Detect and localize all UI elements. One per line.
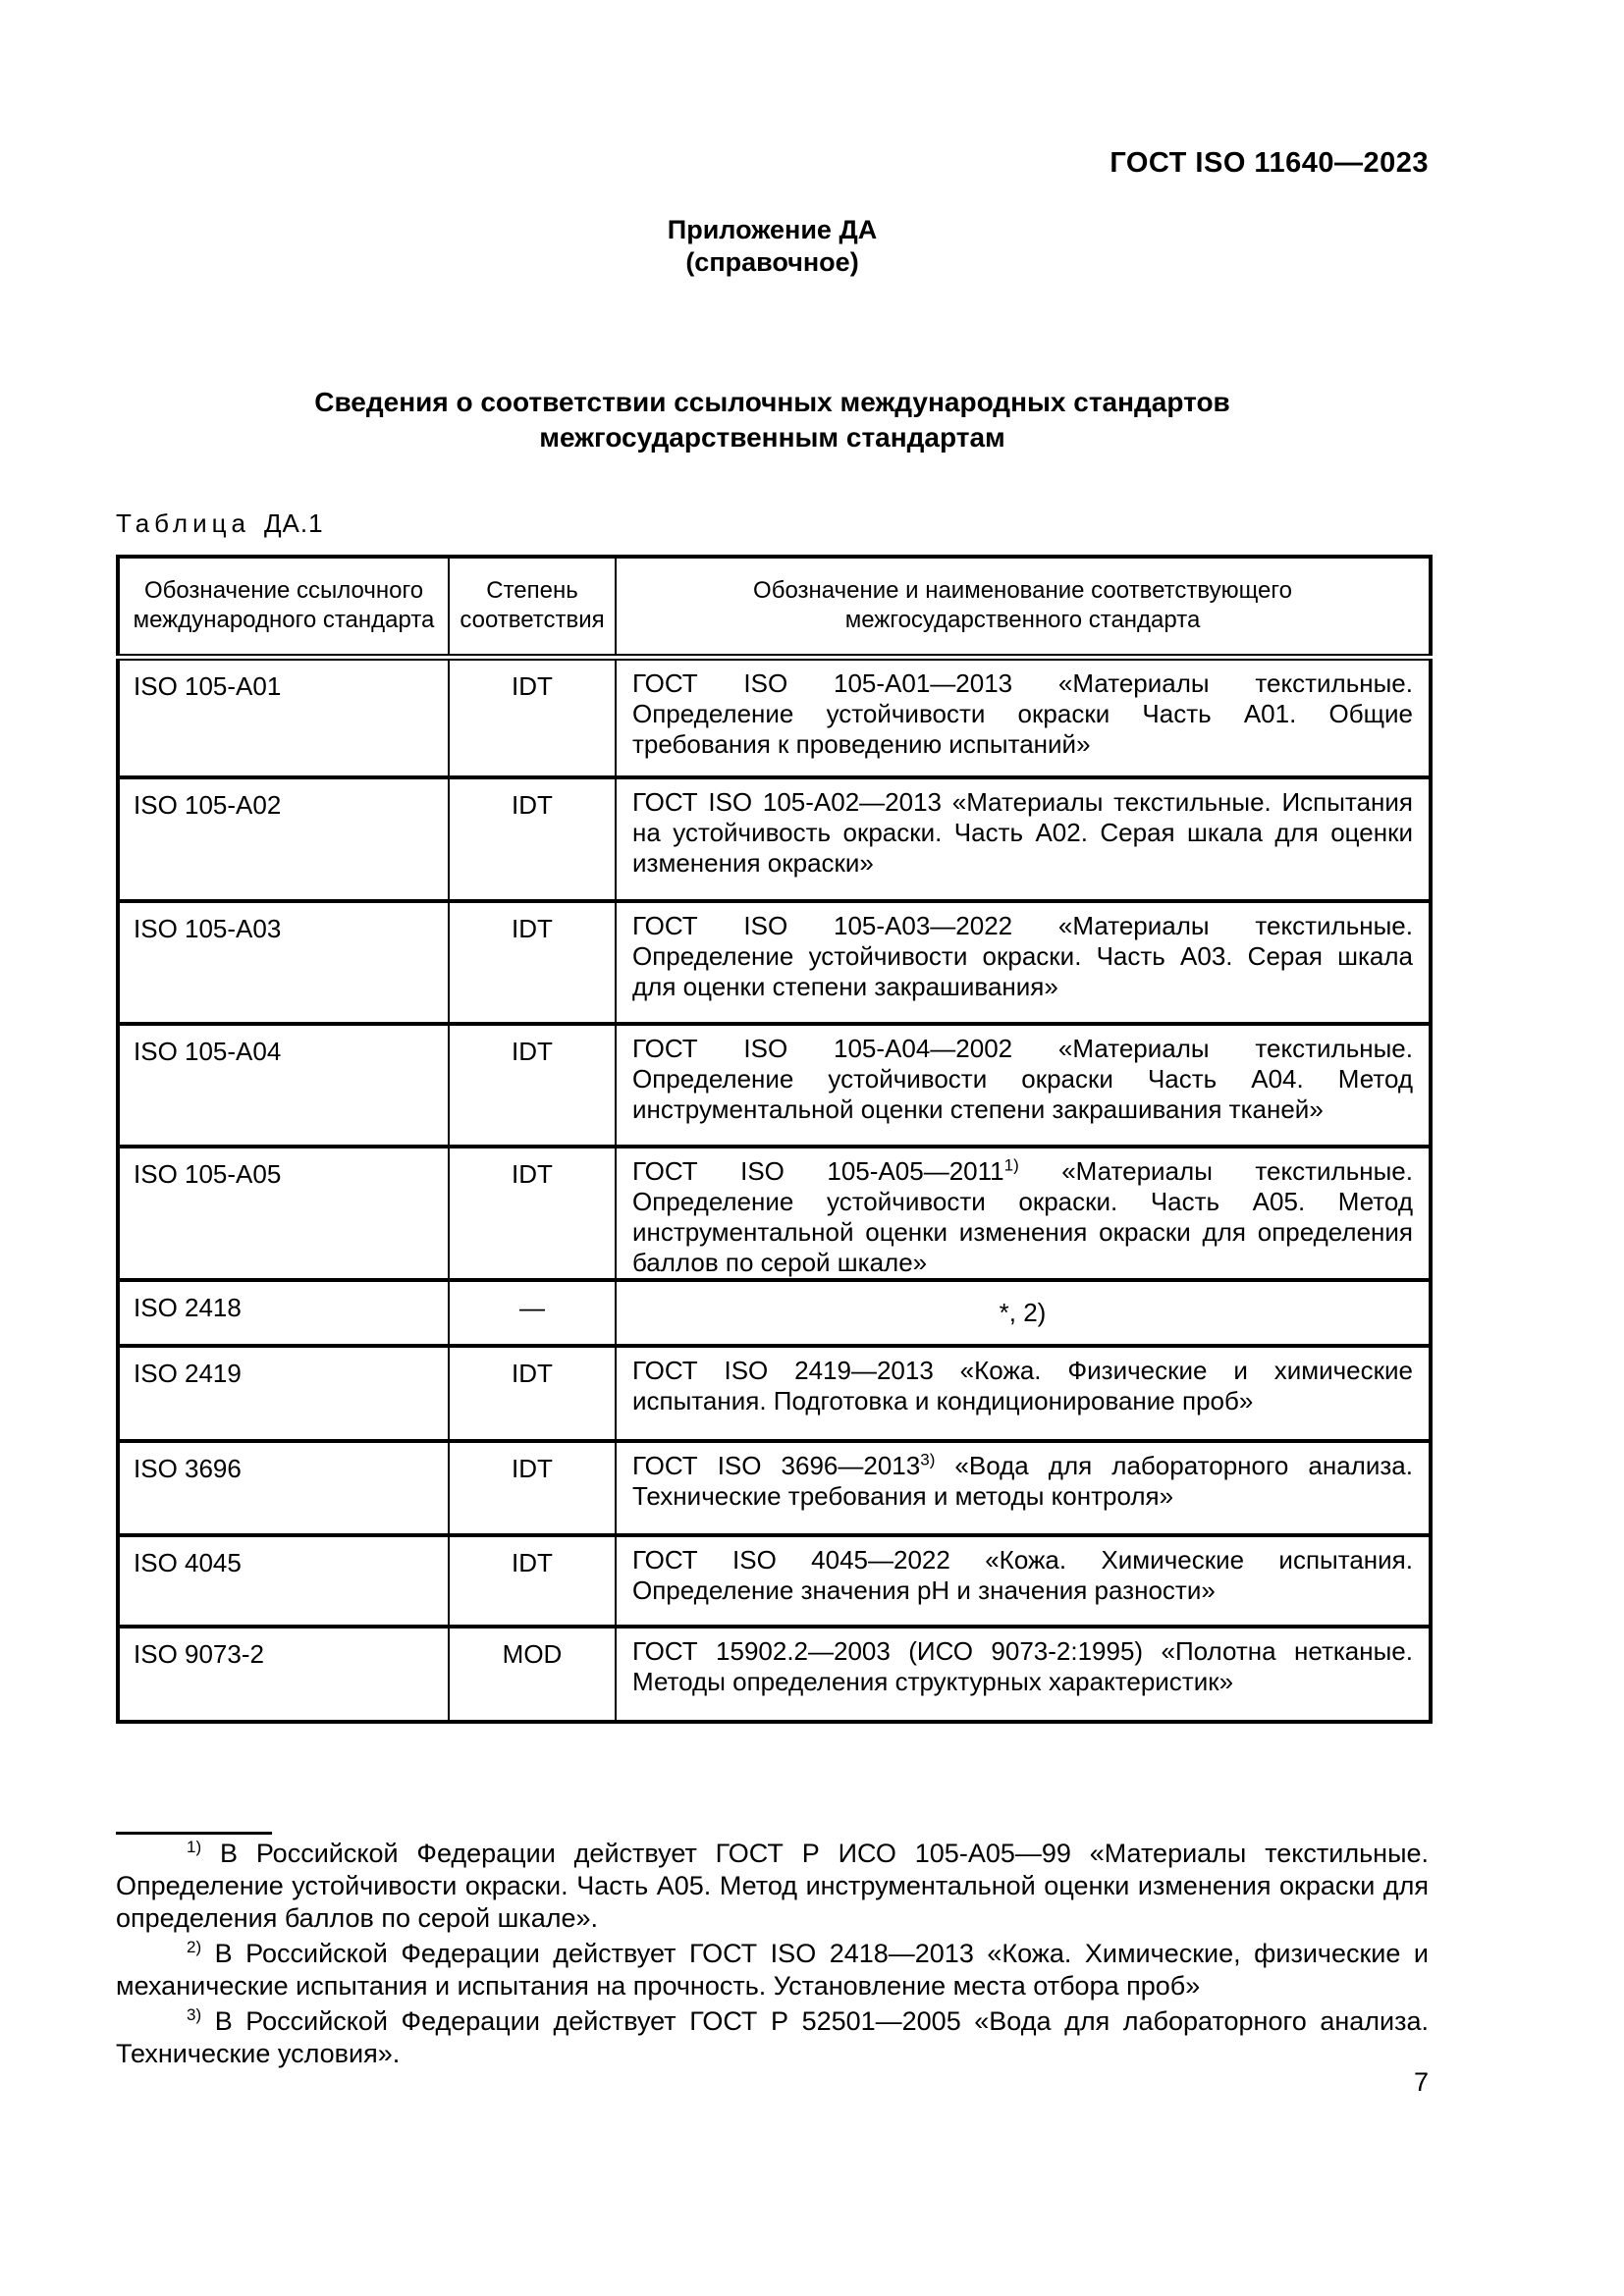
table-row [118,777,1431,901]
table-row [118,1627,1431,1722]
iso-reference: ISO 105-A05 [118,1147,449,1280]
table-header-row [118,557,1431,657]
gost-description: ГОСТ 15902.2—2003 (ИСО 9073-2:1995) «Полотна нетканые. Методы определения структурных характеристик» [616,1627,1431,1722]
gost-description: ГОСТ ISO 105-A05—2011$^{1)}$ «Материалы текстильные. Определение устойчивости окраски. Часть А05. Метод инструментальной оценки изменения окраски для определения баллов по серой шкале» [616,1147,1431,1280]
appendix-kind: (справочное) [685,247,859,277]
footnotes [116,1838,1429,2073]
table-row [118,1147,1431,1280]
iso-reference: ISO 9073-2 [118,1627,449,1722]
table-row [118,657,1431,777]
page-title [116,385,1429,455]
gost-description: ГОСТ ISO 105-A01—2013 «Материалы текстильные. Определение устойчивости окраски Часть А01. Общие требования к проведению испытаний» [616,657,1431,777]
iso-reference: ISO 2419 [118,1346,449,1441]
degree-value: MOD [449,1627,616,1722]
table-row [118,901,1431,1024]
table-row [118,1280,1431,1346]
correspondence-table [116,555,1433,1724]
page-title-line2: межгосударственным стандартам [539,422,1005,453]
page-title-line1: Сведения о соответствии ссылочных международных стандартов [314,387,1230,417]
column-header-reference-standard: Обозначение ссылочного международного стандарта [118,557,449,657]
footnote-1: $^{1)}$ В Российской Федерации действует ГОСТ Р ИСО 105-А05—99 «Материалы текстильные. Определение устойчивости окраски. Часть А05. Метод инструментальной оценки изменения окраски для определения баллов по серой шкале». [116,1838,1429,1933]
footnote-3: $^{3)}$ В Российской Федерации действует ГОСТ Р 52501—2005 «Вода для лабораторного анализа. Технические условия». [116,2005,1429,2068]
gost-description: ГОСТ ISO 105-A04—2002 «Материалы текстильные. Определение устойчивости окраски Часть А04. Метод инструментальной оценки степени закрашивания тканей» [616,1024,1431,1147]
iso-reference: ISO 2418 [118,1280,449,1346]
gost-description: ГОСТ ISO 4045—2022 «Кожа. Химические испытания. Определение значения pH и значения разности» [616,1535,1431,1627]
degree-value: IDT [449,1147,616,1280]
doc-code-header: ГОСТ ISO 11640—2023 [1110,147,1429,179]
degree-value: IDT [449,1535,616,1627]
iso-reference: ISO 105-A01 [118,657,449,777]
iso-reference: ISO 4045 [118,1535,449,1627]
table-row [118,1346,1431,1441]
iso-reference: ISO 105-A02 [118,777,449,901]
gost-description: ГОСТ ISO 3696—2013$^{3)}$ «Вода для лабораторного анализа. Технические требования и методы контроля» [616,1441,1431,1535]
degree-value: IDT [449,657,616,777]
table-row [118,1441,1431,1535]
degree-value: IDT [449,1024,616,1147]
appendix-label: Приложение ДА [667,215,878,244]
column-header-degree: Степень соответствия [449,557,616,657]
column-header-interstate-standard: Обозначение и наименование соответствующего межгосударственного стандарта [616,557,1431,657]
iso-reference: ISO 3696 [118,1441,449,1535]
degree-value: IDT [449,901,616,1024]
degree-value: IDT [449,1441,616,1535]
table-caption-number: ДА.1 [263,508,324,538]
gost-description: ГОСТ ISO 105-A02—2013 «Материалы текстильные. Испытания на устойчивость окраски. Часть А02. Серая шкала для оценки изменения окраски» [616,777,1431,901]
table-caption [116,508,324,539]
footnote-2: $^{2)}$ В Российской Федерации действует ГОСТ ISO 2418—2013 «Кожа. Химические, физические и механические испытания и испытания на прочность. Установление места отбора проб» [116,1938,1429,2001]
appendix-heading [116,214,1429,279]
table-row [118,1535,1431,1627]
gost-description: ГОСТ ISO 2419—2013 «Кожа. Физические и химические испытания. Подготовка и кондиционирование проб» [616,1346,1431,1441]
page-number: 7 [1413,2067,1429,2097]
gost-description: ГОСТ ISO 105-A03—2022 «Материалы текстильные. Определение устойчивости окраски. Часть А03. Серая шкала для оценки степени закрашивания» [616,901,1431,1024]
degree-value: — [449,1280,616,1346]
table-row [118,1024,1431,1147]
degree-value: IDT [449,1346,616,1441]
iso-reference: ISO 105-A04 [118,1024,449,1147]
table-caption-word: Таблица [116,508,250,538]
degree-value: IDT [449,777,616,901]
iso-reference: ISO 105-A03 [118,901,449,1024]
footnote-separator [116,1832,272,1835]
gost-description: *, 2) [616,1280,1431,1346]
